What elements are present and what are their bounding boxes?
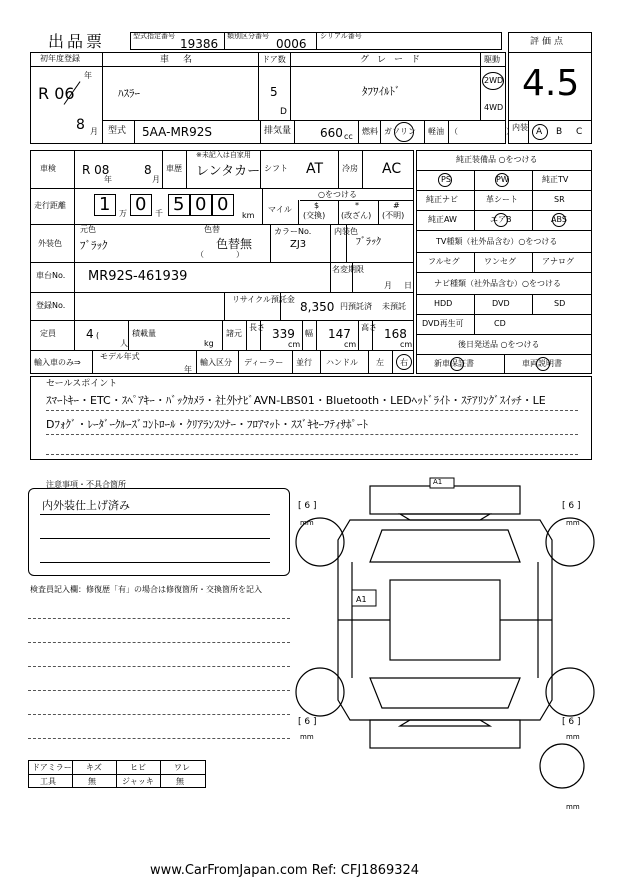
- recycle-not: 未預託: [382, 302, 406, 311]
- color-change: 色替無: [216, 237, 253, 251]
- windshield-outline: [370, 530, 520, 562]
- equip-airbag: エアB: [490, 215, 512, 224]
- front-bumper-outline: [370, 486, 520, 514]
- navi-sd: SD: [554, 299, 566, 308]
- width: 147: [328, 327, 351, 341]
- parallel-label: 並行: [296, 358, 312, 367]
- wheel-spare: [540, 744, 584, 788]
- notes-line1: 内外装仕上げ済み: [42, 499, 130, 512]
- sales-points-line2: Dﾌｫｸﾞ・ﾚｰﾀﾞｰｸﾙｰｽﾞｺﾝﾄﾛｰﾙ・ｸﾘｱﾗﾝｽｿﾅｰ・ﾌﾛｱﾏｯﾄ・ｽｽﾞｷｾｰﾌﾃｨｻﾎﾟｰﾄ: [46, 418, 368, 431]
- later-manual: 車両説明書: [522, 359, 562, 368]
- right-label: 右: [400, 358, 408, 367]
- legend-v-none1: 無: [88, 777, 96, 786]
- tv-header: TV種類（社外品含む）○をつける: [436, 237, 558, 246]
- legend-v-tools: 工具: [40, 777, 56, 786]
- tire-mm-fl: mm: [300, 519, 314, 527]
- color-change-label: 色替: [204, 225, 220, 234]
- later-warranty: 新車保証書: [434, 359, 474, 368]
- mileage-digit-1: 1: [99, 194, 111, 215]
- inspection-label: 車検: [40, 164, 56, 173]
- fuel-diesel: 軽油: [428, 127, 444, 136]
- class-no: 0006: [276, 37, 307, 51]
- doors: 5: [270, 85, 278, 99]
- color-no-label: カラーNo.: [274, 227, 312, 236]
- displacement: 660: [320, 126, 343, 140]
- length: 339: [272, 327, 295, 341]
- inspection-month: 8: [144, 163, 152, 177]
- name-change-month: 月: [384, 281, 392, 290]
- grade-label: グレード: [360, 55, 429, 65]
- kg-unit: kg: [204, 339, 214, 348]
- import-only-label: 輸入車のみ⇒: [34, 358, 81, 367]
- model-code: 5AA-MR92S: [142, 125, 213, 139]
- mileage-digit-3: 5: [173, 194, 185, 215]
- meter-unknown: (不明): [382, 211, 405, 220]
- fuel-paren: （ ）: [450, 127, 514, 136]
- genuine-header: 純正装備品 ○をつける: [456, 155, 538, 164]
- wheel-rear-right: [546, 668, 594, 716]
- capacity-paren: (: [96, 331, 100, 340]
- navi-header: ナビ種類（社外品含む）○をつける: [434, 279, 561, 288]
- grade: ﾀﾌﾜｲﾙﾄﾞ: [362, 85, 401, 98]
- tire-depth-fr: [ 6 ]: [562, 501, 581, 511]
- tire-mm-fr: mm: [566, 519, 580, 527]
- sen-unit: 千: [155, 209, 163, 218]
- interior-label: 内装: [512, 123, 528, 132]
- interior-grade-c: C: [576, 127, 583, 137]
- legend-h-scratch: キズ: [86, 763, 102, 772]
- rear-window-outline: [370, 678, 520, 708]
- interior-grade-a: A: [536, 127, 543, 137]
- capacity: 4: [86, 327, 94, 341]
- ac-label: 冷房: [342, 164, 358, 173]
- reg-no-label: 登録No.: [36, 301, 66, 310]
- dealer-label: ディーラー: [244, 358, 284, 367]
- equip-sr: SR: [554, 195, 565, 204]
- tv-fullseg: フルセグ: [428, 257, 460, 266]
- legend-v-none2: 無: [176, 777, 184, 786]
- circle-note: ○をつける: [318, 190, 357, 199]
- handle-label: ハンドル: [326, 358, 358, 367]
- int-color-label: 内装色: [334, 227, 358, 236]
- chassis-no: MR92S-461939: [88, 269, 188, 284]
- month-suffix: 月: [90, 127, 98, 136]
- type-no: 19386: [180, 37, 219, 51]
- man-unit: 万: [119, 209, 127, 218]
- score-label: 評価点: [530, 37, 567, 47]
- first-reg-year: R 06: [38, 84, 75, 103]
- shift-label: シフト: [264, 164, 288, 173]
- displacement-label: 排気量: [264, 126, 292, 136]
- serial-label: シリアル番号: [320, 32, 362, 40]
- car-name: ﾊｽﾗｰ: [118, 87, 140, 100]
- meter-dollar: $: [314, 201, 320, 210]
- model-year-label: モデル年式: [100, 352, 140, 361]
- wheel-rear-left: [296, 668, 344, 716]
- height-label: 高さ: [361, 323, 377, 332]
- tire-depth-fl: [ 6 ]: [298, 501, 317, 511]
- score-value: 4.5: [522, 63, 580, 104]
- recycle-deposited: 円預託済: [340, 302, 372, 311]
- capacity-label: 定員: [40, 329, 56, 338]
- left-label: 左: [376, 358, 384, 367]
- tire-mm-rr: mm: [566, 733, 580, 741]
- type-no-label: 型式指定番号: [133, 32, 175, 40]
- equip-navi: 純正ナビ: [426, 195, 458, 204]
- width-cm: cm: [344, 340, 357, 349]
- drive-label: 駆動: [484, 55, 500, 64]
- doors-label: ドア数: [262, 55, 286, 64]
- doors-sub: D: [280, 107, 287, 117]
- watermark: www.CarFromJapan.com Ref: CFJ1869324: [150, 863, 420, 878]
- legend-h-break: ワレ: [174, 763, 190, 772]
- equip-aw: 純正AW: [428, 215, 457, 224]
- meter-hash: #: [393, 201, 400, 210]
- inspection-year: R 08: [82, 163, 110, 177]
- rear-bumper-outline: [370, 720, 520, 748]
- load-label: 積載量: [132, 329, 156, 338]
- year-suffix: 年: [84, 71, 92, 80]
- tv-oneseg: ワンセグ: [484, 257, 516, 266]
- legend-h-mirror: ドアミラー: [32, 763, 72, 772]
- model-label: 型式: [108, 126, 127, 136]
- inspector-note: 検査員記入欄：修復歴「有」の場合は修復箇所・交換箇所を記入: [30, 585, 262, 594]
- chassis-label: 車台No.: [36, 271, 66, 280]
- import-class-label: 輸入区分: [200, 358, 232, 367]
- sales-points-label: セールスポイント: [46, 379, 118, 389]
- car-body-diagram: [290, 470, 600, 820]
- mileage-digit-5: 0: [217, 194, 229, 215]
- length-label: 長さ: [249, 323, 265, 332]
- roof-outline: [390, 580, 500, 660]
- recycle-label: リサイクル預託金: [232, 295, 295, 304]
- tv-analog: アナログ: [542, 257, 574, 266]
- navi-hdd: HDD: [434, 299, 453, 308]
- equip-ps: PS: [441, 175, 451, 184]
- navi-dvd: DVD: [492, 299, 510, 308]
- model-year-suffix: 年: [184, 365, 192, 374]
- fuel-label: 燃料: [362, 127, 378, 136]
- height: 168: [384, 327, 407, 341]
- sales-points-line1: ｽﾏｰﾄｷｰ・ETC・ｽﾍﾟｱｷｰ・ﾊﾞｯｸｶﾒﾗ・社外ﾅﾋﾞAVN-LBS01・Bluetooth・LEDﾍｯﾄﾞﾗｲﾄ・ｽﾃｱﾘﾝｸﾞｽｲｯﾁ・LE: [46, 394, 546, 407]
- mileage-digit-2: 0: [135, 194, 147, 215]
- drive-2wd: 2WD: [484, 76, 504, 85]
- height-cm: cm: [400, 340, 413, 349]
- history-label: 車歴: [166, 164, 182, 173]
- sheet-title: 出品票: [48, 32, 106, 51]
- first-reg-label: 初年度登録: [40, 54, 80, 63]
- inspection-month-suffix: 月: [152, 175, 160, 184]
- meter-label: マイル: [268, 205, 292, 214]
- equip-tv: 純正TV: [542, 175, 569, 184]
- name-change-day: 日: [404, 281, 412, 290]
- navi-cd: CD: [494, 319, 506, 328]
- mark-left-side: A1: [356, 595, 367, 604]
- tire-mm-rl: mm: [300, 733, 314, 741]
- int-color: ﾌﾞﾗｯｸ: [356, 237, 381, 248]
- mileage-digit-4: 0: [195, 194, 207, 215]
- inspection-year-suffix: 年: [104, 175, 112, 184]
- dims-label: 諸元: [226, 329, 242, 338]
- navi-dvd-play: DVD再生可: [422, 319, 464, 328]
- shift: AT: [306, 161, 324, 177]
- first-reg-month: 8: [76, 117, 85, 133]
- meter-asterisk: *: [355, 201, 359, 210]
- ext-color-label: 外装色: [38, 239, 62, 248]
- notes-label: 注意事項・不具合箇所: [46, 480, 126, 489]
- color-no: ZJ3: [290, 239, 307, 250]
- length-cm: cm: [288, 340, 301, 349]
- recycle-amount: 8,350: [300, 300, 335, 314]
- mileage-label: 走行距離: [34, 201, 66, 210]
- legend-v-jack: ジャッキ: [122, 777, 154, 786]
- person-unit: 人: [120, 339, 128, 348]
- tire-depth-rl: [ 6 ]: [298, 717, 317, 727]
- mark-front: A1: [433, 478, 443, 486]
- class-no-label: 類別区分番号: [227, 32, 269, 40]
- history: レンタカー: [196, 164, 261, 179]
- meter-tampered: (改ざん): [341, 211, 372, 220]
- color-paren: （ ）: [196, 250, 244, 259]
- orig-color-label: 元色: [80, 225, 96, 234]
- car-name-label: 車名: [160, 55, 207, 65]
- equip-pw: PW: [496, 175, 509, 184]
- cc-unit: cc: [344, 132, 353, 141]
- equip-leather: 革シート: [486, 195, 518, 204]
- tire-mm-spare: mm: [566, 803, 580, 811]
- ext-color: ﾌﾞﾗｯｸ: [80, 239, 108, 252]
- later-header: 後日発送品 ○をつける: [458, 340, 540, 349]
- tire-depth-rr: [ 6 ]: [562, 717, 581, 727]
- meter-exchange: (交換): [303, 211, 326, 220]
- legend-h-crack: ヒビ: [130, 763, 146, 772]
- fuel-gasoline: ガソリン: [384, 127, 416, 136]
- km-unit: km: [242, 211, 255, 220]
- equip-abs: ABS: [551, 215, 567, 224]
- drive-4wd: 4WD: [484, 103, 504, 112]
- name-change-label: 名変期限: [332, 265, 364, 274]
- interior-grade-b: B: [556, 127, 563, 137]
- history-note: ※未記入は自家用: [196, 151, 251, 159]
- width-label: 幅: [305, 329, 313, 338]
- ac: AC: [382, 161, 402, 177]
